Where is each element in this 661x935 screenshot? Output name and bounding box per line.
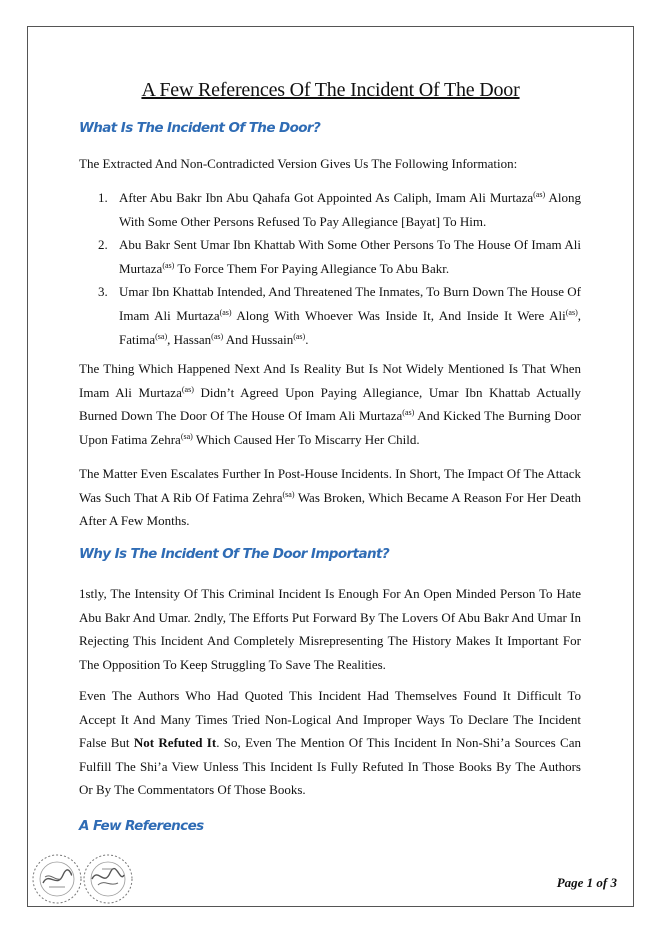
calligraphy-seal-right-icon xyxy=(82,853,134,905)
list-item: 2. Abu Bakr Sent Umar Ibn Khattab With Some Other Persons To The House Of Imam Ali Murtaza$^{(as)}$ To Force Them For Paying Allegiance To Abu Bakr. xyxy=(98,237,581,276)
page-number: Page 1 of 3 xyxy=(556,875,617,890)
page-title: A Few References Of The Incident Of The Door xyxy=(141,79,520,101)
information-list xyxy=(79,186,581,351)
section-heading-references: A Few References xyxy=(79,818,204,834)
list-item: 3. Umar Ibn Khattab Intended, And Threatened The Inmates, To Burn Down The House Of Imam Ali Murtaza$^{(as)}$ Along With Whoever Was Inside It, And Inside It Were Ali$^{(as)}$, Fatima$^{(sa)}$, Hassan$^{(as)}$ And Hussain$^{(as)}$. xyxy=(98,284,581,347)
paragraph-post-house: The Matter Even Escalates Further In Post-House Incidents. In Short, The Impact Of The Attack Was Such That A Rib Of Fatima Zehra$^{(sa)}$ Was Broken, Which Became A Reason For Her Death After A Few Months. xyxy=(79,466,582,529)
section-heading-what: What Is The Incident Of The Door? xyxy=(79,120,321,136)
paragraph-importance: 1stly, The Intensity Of This Criminal Incident Is Enough For An Open Minded Person To Hate Abu Bakr And Umar. 2ndly, The Efforts Put Forward By The Lovers Of Abu Bakr And Umar In Rejecting This Incident And Completely Misrepresenting The History Makes It Important For The Opposition To Keep Struggling To Save The Realities. xyxy=(79,586,581,672)
paragraph-burning-door: The Thing Which Happened Next And Is Reality But Is Not Widely Mentioned Is That When Imam Ali Murtaza$^{(as)}$ Didn’t Agreed Upon Paying Allegiance, Umar Ibn Khattab Actually Burned Down The Door Of The House Of Imam Ali Murtaza$^{(as)}$ And Kicked The Burning Door Upon Fatima Zehra$^{(sa)}$ Which Caused Her To Miscarry Her Child. xyxy=(79,361,582,447)
paragraph-authors: Even The Authors Who Had Quoted This Incident Had Themselves Found It Difficult To Accept It And Many Times Tried Non-Logical And Improper Ways To Declare The Incident False But Not Refuted It. So, Even The Mention Of This Incident In Non-Shi’a Sources Can Fulfill The Shi’a View Unless This Incident Is Fully Refuted In Those Books By The Authors Or By The Commentators Of Those Books. xyxy=(79,688,581,798)
section-heading-why: Why Is The Incident Of The Door Important? xyxy=(79,546,390,562)
calligraphy-seal-left-icon xyxy=(31,853,83,905)
intro-paragraph: The Extracted And Non-Contradicted Version Gives Us The Following Information: xyxy=(79,156,518,171)
list-item: 1. After Abu Bakr Ibn Abu Qahafa Got Appointed As Caliph, Imam Ali Murtaza$^{(as)}$ Along With Some Other Persons Refused To Pay Allegiance [Bayat] To Him. xyxy=(98,190,581,229)
